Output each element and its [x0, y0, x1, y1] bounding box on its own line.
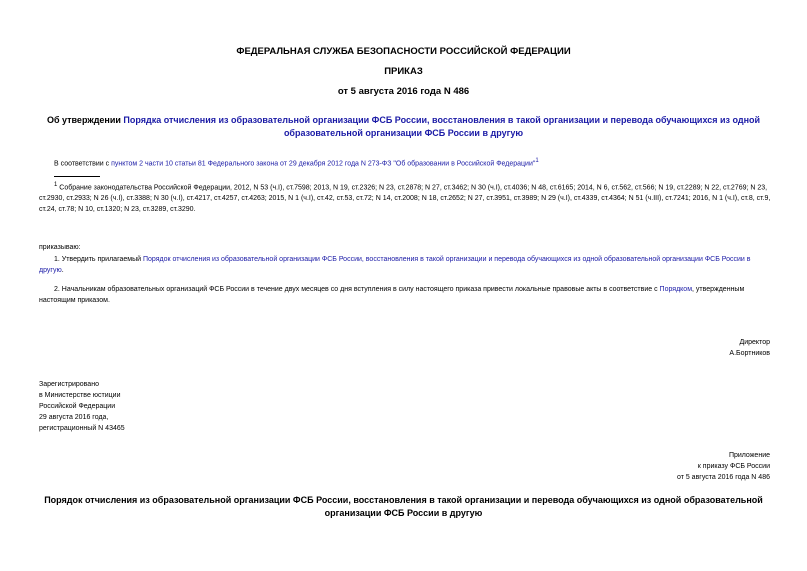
registration-block [39, 379, 239, 434]
registration-line: 29 августа 2016 года, [39, 414, 109, 421]
signature [560, 337, 770, 359]
org-name: ФЕДЕРАЛЬНАЯ СЛУЖБА БЕЗОПАСНОСТИ РОССИЙСКОЙ ФЕДЕРАЦИИ [236, 46, 571, 57]
order-word: приказываю: [39, 244, 81, 251]
appendix-line: от 5 августа 2016 года N 486 [676, 474, 770, 481]
signature-position: Директор [739, 339, 770, 346]
registration-line: Зарегистрировано [39, 381, 99, 388]
footnote-mark: 1 [54, 182, 58, 188]
footnote-text: Собрание законодательства Российской Федерации, 2012, N 53 (ч.I), ст.7598; 2013, N 19, ст.2326; N 23, ст.2878; N 27, ст.3462; N 30 (ч.I), ст.4036; N 48, ст.6165; 2014, N 6, ст.562, ст.566; N 19, ст.2289; N 22, ст.2769; N 23, ст.2930, ст.2933; N 26 (ч.I), ст.3388; N 30 (ч.I), ст.4217, ст.4257, ст.4263; 2015, N 1 (ч.I), ст.42, ст.53, ст.72; N 14, ст.2008; N 18, ст.2652; N 27, ст.3951, ст.3989; N 29 (ч.I), ст.4339, ст.4364; N 51 (ч.III), ст.7241; 2016, N 1 (ч.I), ст.8, ст.9, ст.24, ст.78; N 10, ст.1320; N 23, ст.3289, ст.3290. [39, 184, 771, 214]
doc-title [30, 114, 777, 140]
order-item-1 [39, 254, 774, 276]
preamble-law-link[interactable]: пунктом 2 части 10 статьи 81 Федерального закона от 29 декабря 2012 года N 273-ФЗ "Об образовании в Российской Федерации" [111, 160, 536, 168]
preamble-prefix: В соответствии с [54, 160, 112, 168]
item-2-procedure-link[interactable]: Порядком [659, 286, 693, 293]
signature-name: А.Бортников [729, 350, 770, 357]
title-prefix: Об утверждении [46, 115, 124, 125]
item-1-suffix: . [61, 267, 64, 274]
registration-line: Российской Федерации [39, 403, 116, 410]
item-1-prefix: 1. Утвердить прилагаемый [54, 256, 143, 263]
item-2-prefix: 2. Начальникам образовательных организаций ФСБ России в течение двух месяцев со дня вступления в силу настоящего приказа привести локальные правовые акты в соответствие с [54, 286, 660, 293]
preamble [54, 156, 774, 169]
order-item-2 [39, 284, 774, 306]
footnote [39, 180, 774, 215]
item-2-suffix: , утвержденным настоящим приказом. [39, 286, 745, 304]
title-link[interactable]: Порядка отчисления из образовательной организации ФСБ России, восстановления в такой организации и перевода обучающихся из одной образовательной организации ФСБ России в другую [123, 115, 761, 138]
footnote-ref[interactable]: 1 [535, 158, 539, 164]
registration-line: в Министерстве юстиции [39, 392, 121, 399]
registration-line: регистрационный N 43465 [39, 425, 125, 432]
footnote-divider [54, 176, 100, 177]
appendix-line: Приложение [728, 452, 770, 459]
appendix-block [560, 450, 770, 483]
appendix-title: Порядок отчисления из образовательной организации ФСБ России, восстановления в такой организации и перевода обучающихся из одной образовательной организации ФСБ России в другую [44, 495, 763, 518]
doc-date-number: от 5 августа 2016 года N 486 [337, 86, 470, 97]
doc-type: ПРИКАЗ [384, 66, 423, 77]
item-1-procedure-link[interactable]: Порядок отчисления из образовательной организации ФСБ России, восстановления в такой организации и перевода обучающихся из одной образовательной организации ФСБ России в другую [39, 256, 751, 274]
appendix-line: к приказу ФСБ России [697, 463, 770, 470]
